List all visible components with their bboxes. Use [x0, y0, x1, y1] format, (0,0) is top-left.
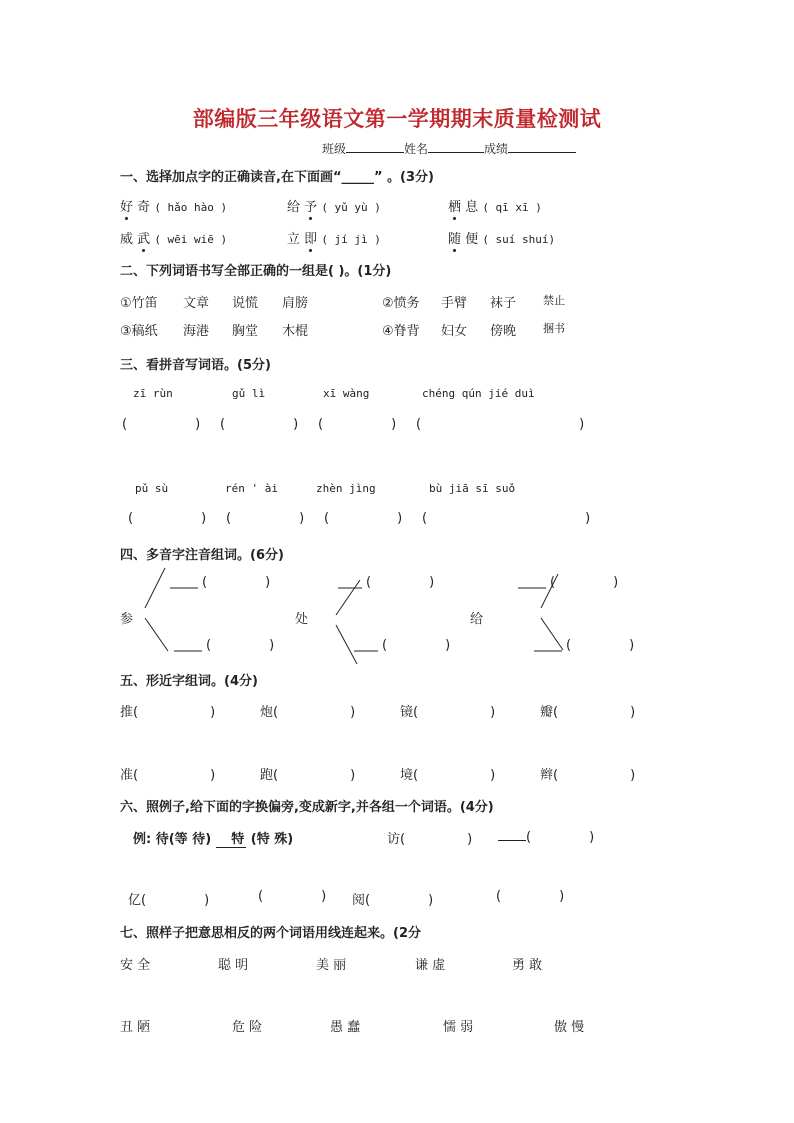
s5-item-3[interactable]: 镜( ): [400, 705, 496, 720]
s3-pinyin-3: xī wàng: [323, 387, 370, 400]
s6-task-2[interactable]: 亿( ): [128, 893, 210, 908]
s1-item-6: 随 便 ( suí shuí): [448, 232, 556, 247]
s4-answer-3b[interactable]: ( ): [566, 638, 635, 653]
s1-item-3: 栖 息 ( qī xī ): [448, 200, 542, 215]
s5-item-2[interactable]: 炮( ): [260, 705, 356, 720]
section-1-heading: 一、选择加点字的正确读音,在下面画“_____” 。(3分): [120, 170, 434, 185]
s6-task-1[interactable]: 访( ): [387, 832, 473, 847]
section-7-heading: 七、照样子把意思相反的两个词语用线连起来。(2分: [120, 926, 421, 941]
name-label: 姓名: [404, 142, 429, 156]
s6-example: 例: 待(等 待) 特 (特 殊): [133, 828, 293, 848]
s5-item-8[interactable]: 辫( ): [540, 768, 636, 783]
s4-answer-1b[interactable]: ( ): [206, 638, 275, 653]
s5-item-1[interactable]: 推( ): [120, 705, 216, 720]
s7-word-b4[interactable]: 懦 弱: [443, 1020, 474, 1035]
score-label: 成绩: [484, 142, 509, 156]
s3-answer-2b[interactable]: ( ): [226, 511, 305, 526]
s3-pinyin-7: zhèn jìng: [316, 482, 376, 495]
s5-item-5[interactable]: 准( ): [120, 768, 216, 783]
s3-pinyin-6: rén ' ài: [225, 482, 278, 495]
s3-pinyin-4: chéng qún jié duì: [422, 387, 535, 400]
s7-word-a4[interactable]: 谦 虚: [415, 958, 446, 973]
s4-char-2: 处: [295, 612, 309, 627]
page-title: 部编版三年级语文第一学期期末质量检测试: [192, 107, 602, 131]
section-3-heading: 三、看拼音写词语。(5分): [120, 358, 271, 373]
s3-pinyin-2: gǔ lì: [232, 387, 266, 400]
section-4-heading: 四、多音字注音组词。(6分): [120, 548, 284, 563]
s1-item-4: 威 武 ( wēi wiē ): [120, 232, 228, 247]
s1-item-1: 好 奇 ( hǎo hào ): [120, 200, 228, 215]
s4-answer-3a[interactable]: ( ): [550, 575, 619, 590]
s3-answer-2c[interactable]: ( ): [324, 511, 403, 526]
s3-answer-1c[interactable]: ( ): [318, 417, 397, 432]
s4-char-3: 给: [470, 612, 484, 627]
s7-word-b5[interactable]: 傲 慢: [554, 1020, 585, 1035]
s7-word-b3[interactable]: 愚 蠢: [330, 1020, 361, 1035]
s7-word-a3[interactable]: 美 丽: [316, 958, 347, 973]
s4-answer-1a[interactable]: ( ): [202, 575, 271, 590]
s4-char-1: 参: [120, 612, 134, 627]
class-label: 班级: [322, 142, 347, 156]
s5-item-4[interactable]: 瓣( ): [540, 705, 636, 720]
s6-task-2-new[interactable]: ( ): [258, 889, 327, 904]
s1-item-2: 给 予 ( yǔ yù ): [287, 200, 381, 215]
s3-answer-2a[interactable]: ( ): [128, 511, 207, 526]
s6-task-1-new[interactable]: ( ): [498, 828, 594, 845]
s3-answer-1a[interactable]: ( ): [122, 417, 201, 432]
s3-answer-2d[interactable]: ( ): [422, 511, 591, 526]
s3-pinyin-8: bù jiā sī suǒ: [429, 482, 516, 495]
s6-task-3-new[interactable]: ( ): [496, 889, 565, 904]
s7-word-b1[interactable]: 丑 陋: [120, 1020, 151, 1035]
s7-word-b2[interactable]: 危 险: [232, 1020, 263, 1035]
section-2-heading: 二、下列词语书写全部正确的一组是( )。(1分): [120, 264, 392, 279]
s3-pinyin-1: zī rùn: [133, 387, 173, 400]
s4-answer-2a[interactable]: ( ): [366, 575, 435, 590]
s3-answer-1b[interactable]: ( ): [220, 417, 299, 432]
s6-task-3[interactable]: 阅( ): [352, 893, 434, 908]
s4-answer-2b[interactable]: ( ): [382, 638, 451, 653]
s7-word-a1[interactable]: 安 全: [120, 958, 151, 973]
s1-item-5: 立 即 ( jí jì ): [287, 232, 381, 247]
s5-item-7[interactable]: 境( ): [400, 768, 496, 783]
section-6-heading: 六、照例子,给下面的字换偏旁,变成新字,并各组一个词语。(4分): [120, 800, 494, 815]
s7-word-a2[interactable]: 聪 明: [218, 958, 249, 973]
section-5-heading: 五、形近字组词。(4分): [120, 674, 258, 689]
s3-answer-1d[interactable]: ( ): [416, 417, 585, 432]
s3-pinyin-5: pǔ sù: [135, 482, 169, 495]
s7-word-a5[interactable]: 勇 敢: [512, 958, 543, 973]
s5-item-6[interactable]: 跑( ): [260, 768, 356, 783]
